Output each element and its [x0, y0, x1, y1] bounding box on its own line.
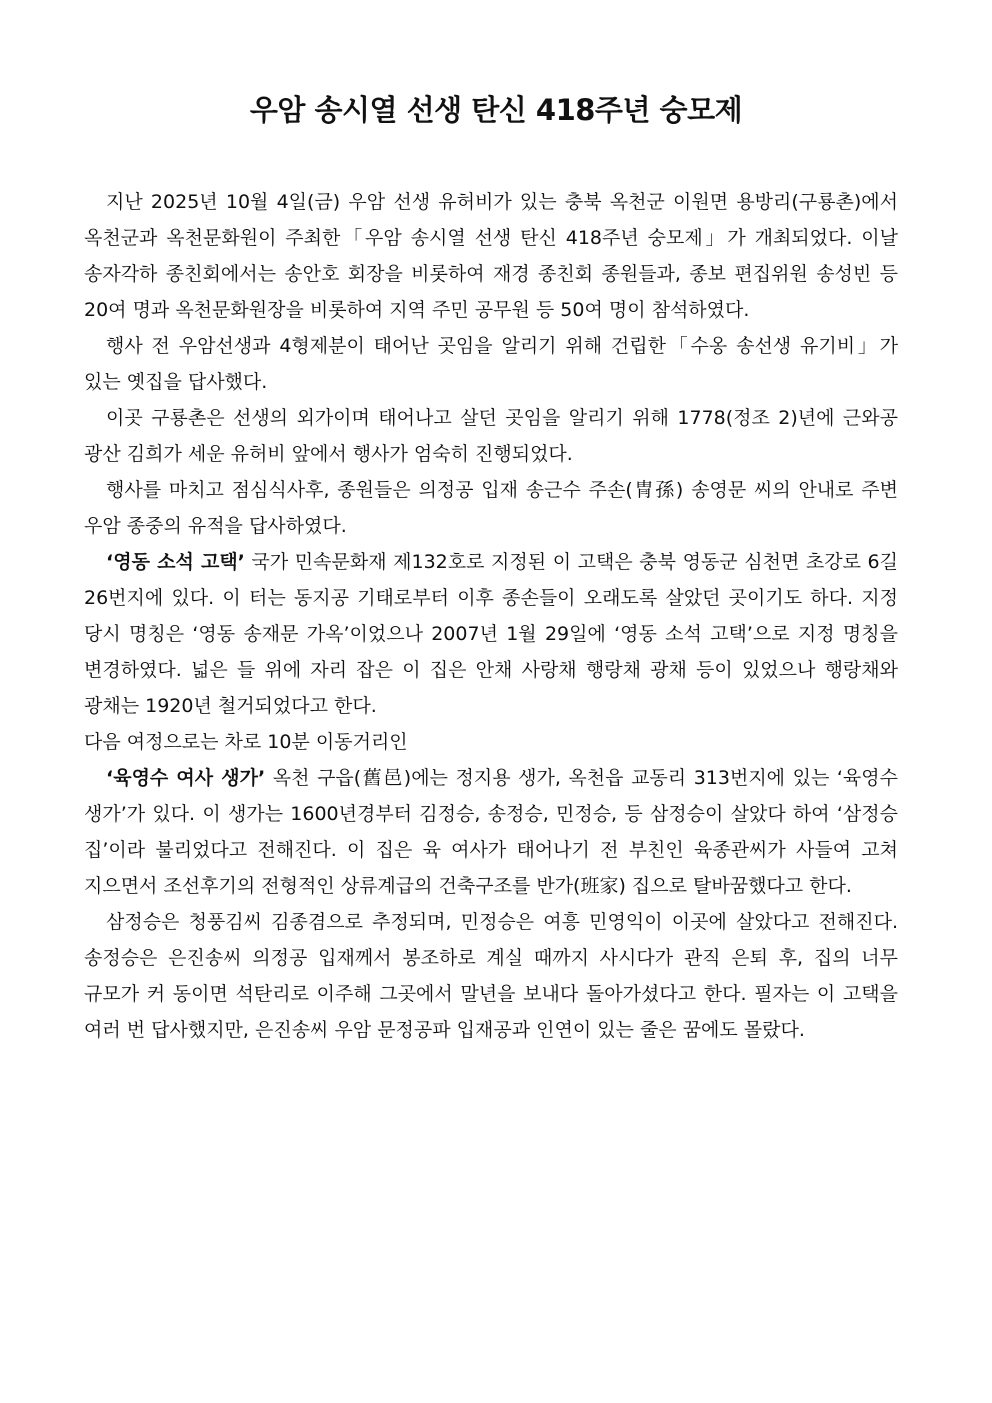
- paragraph-after-event: [84, 472, 898, 544]
- paragraph-gurongchon: [84, 400, 898, 472]
- paragraph-text: 이곳 구룡촌은 선생의 외가이며 태어나고 살던 곳임을 알리기 위해 1778(정조 2)년에 근와공 광산 김희가 세운 유허비 앞에서 행사가 엄숙히 진행되었다.: [84, 407, 898, 465]
- paragraph-three-ministers: [84, 904, 898, 1048]
- paragraph-text: 다음 여정으로는 차로 10분 이동거리인: [84, 731, 408, 753]
- paragraph-text: 행사를 마치고 점심식사후, 종원들은 의정공 입재 송근수 주손(冑孫) 송영문 씨의 안내로 주변 우암 종중의 유적을 답사하였다.: [84, 479, 898, 537]
- document-body: [84, 184, 898, 1048]
- paragraph-pre-event-visit: [84, 328, 898, 400]
- paragraph-event-overview: [84, 184, 898, 328]
- paragraph-text: 국가 민속문화재 제132호로 지정된 이 고택은 충북 영동군 심천면 초강로 6길 26번지에 있다. 이 터는 동지공 기태로부터 이후 종손들이 오래도록 살았던 곳이기도 하다. 지정 당시 명칭은 ‘영동 송재문 가옥’이었으나 2007년 1월 29일에 ‘영동 소석 고택’으로 지정 명칭을 변경하였다. 넓은 들 위에 자리 잡은 이 집은 안채 사랑채 행랑채 광채 등이 있었으나 행랑채와 광채는 1920년 철거되었다고 한다.: [84, 551, 898, 717]
- paragraph-text: 지난 2025년 10월 4일(금) 우암 선생 유허비가 있는 충북 옥천군 이원면 용방리(구룡촌)에서 옥천군과 옥천문화원이 주최한「우암 송시열 선생 탄신 418주년 숭모제」가 개최되었다. 이날 송자각하 종친회에서는 송안호 회장을 비롯하여 재경 종친회 종원들과, 종보 편집위원 송성빈 등 20여 명과 옥천문화원장을 비롯하여 지역 주민 공무원 등 50여 명이 참석하였다.: [84, 191, 898, 321]
- paragraph-lead-heading: ‘육영수 여사 생가’: [106, 767, 266, 789]
- paragraph-next-destination: [84, 724, 898, 760]
- document-title: 우암 송시열 선생 탄신 418주년 숭모제: [249, 93, 743, 127]
- paragraph-text: 행사 전 우암선생과 4형제분이 태어난 곳임을 알리기 위해 건립한「수옹 송선생 유기비」가 있는 옛집을 답사했다.: [84, 335, 898, 393]
- paragraph-text: 삼정승은 청풍김씨 김종겸으로 추정되며, 민정승은 여흥 민영익이 이곳에 살았다고 전해진다. 송정승은 은진송씨 의정공 입재께서 봉조하로 계실 때까지 사시다가 관직 은퇴 후, 집의 너무 규모가 커 동이면 석탄리로 이주해 그곳에서 말년을 보내다 돌아가셨다고 한다. 필자는 이 고택을 여러 번 답사했지만, 은진송씨 우암 문정공파 입재공과 인연이 있는 줄은 꿈에도 몰랐다.: [84, 911, 898, 1041]
- paragraph-yuk-youngsoo-house: [84, 760, 898, 904]
- paragraph-yeongdong-soseok: [84, 544, 898, 724]
- paragraph-lead-heading: ‘영동 소석 고택’: [106, 551, 245, 573]
- paragraph-text: 옥천 구읍(舊邑)에는 정지용 생가, 옥천읍 교동리 313번지에 있는 ‘육영수 생가’가 있다. 이 생가는 1600년경부터 김정승, 송정승, 민정승, 등 삼정승이 살았다 하여 ‘삼정승 집’이라 불리었다고 전해진다. 이 집은 육 여사가 태어나기 전 부친인 육종관씨가 사들여 고쳐 지으면서 조선후기의 전형적인 상류계급의 건축구조를 반가(班家) 집으로 탈바꿈했다고 한다.: [84, 767, 898, 897]
